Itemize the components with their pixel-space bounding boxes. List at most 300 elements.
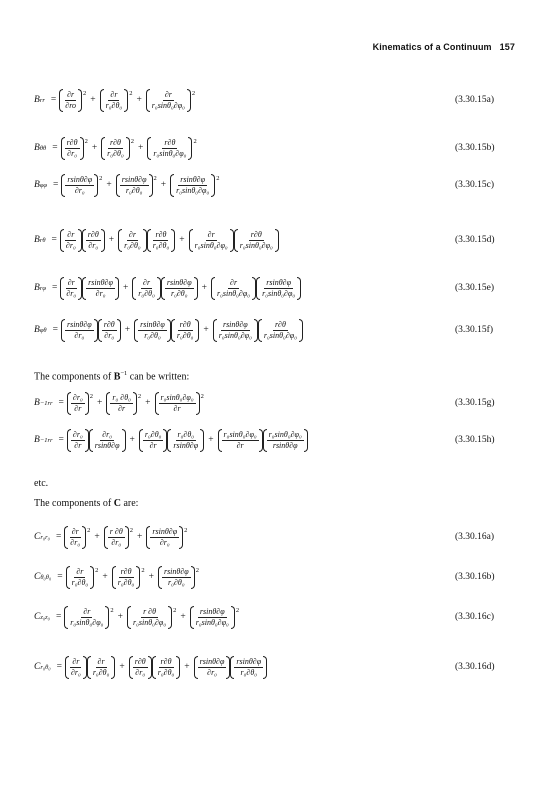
parenthesized-fraction (263, 430, 308, 451)
parenthesized-fraction (146, 527, 183, 548)
numerator: ∂r (67, 229, 75, 239)
equation-lhs (34, 283, 46, 293)
denominator: r₀∂θ₀ (71, 577, 89, 587)
numerator: ∂r (97, 656, 105, 666)
denominator: r₀sinθ₀∂φ₀ (133, 617, 167, 627)
parenthesized-fraction (190, 607, 235, 628)
numerator: rsinθ∂φ (163, 566, 189, 576)
exponent: 2 (235, 606, 240, 614)
equation-number: (3.30.16a) (455, 532, 495, 542)
equation-body (34, 393, 204, 414)
exponent: 2 (95, 566, 99, 574)
parenthesized-fraction (161, 278, 198, 299)
numerator: rsinθ∂φ (88, 277, 113, 287)
fraction (137, 320, 168, 341)
denominator: r₀∂θ₀ (152, 240, 170, 250)
equation-number: (3.30.15a) (455, 95, 495, 105)
parenthesized-fraction (61, 320, 98, 341)
denominator: ∂r (74, 403, 82, 413)
plus-sign: + (137, 532, 143, 542)
numerator: rsinθ∂φ (236, 656, 262, 666)
fraction (150, 138, 189, 159)
equation-number: (3.30.15e) (455, 283, 495, 293)
lhs-subscript: θθ (39, 145, 47, 152)
equation-lhs (34, 662, 51, 672)
numerator: ∂r (67, 277, 75, 287)
fraction (64, 320, 95, 341)
fraction (67, 527, 83, 548)
equation-number: (3.30.15g) (455, 398, 495, 408)
numerator: r∂θ (160, 656, 172, 666)
denominator: r₀sinθ₀∂φ₀ (218, 330, 252, 340)
denominator: ∂r₀ (135, 667, 146, 677)
denominator: ∂r (118, 403, 126, 413)
numerator: r ∂θ (109, 526, 123, 536)
numerator: rsinθ∂φ (67, 174, 93, 184)
numerator: r∂θ (66, 137, 78, 147)
numerator: rsinθ∂φ (222, 319, 248, 329)
equation-number: (3.30.16c) (455, 612, 495, 622)
fraction (92, 430, 123, 451)
numerator: r∂θ (120, 566, 132, 576)
numerator: rsinθ∂φ (199, 606, 225, 616)
parenthesized-fraction (82, 278, 119, 299)
equation-lhs (34, 95, 45, 105)
equation-lhs (34, 435, 53, 445)
exponent: 2 (129, 89, 133, 97)
denominator: rsinθ∂φ (173, 440, 199, 450)
fraction (85, 278, 116, 299)
equals-sign: = (51, 235, 57, 245)
denominator: ∂r₀ (67, 148, 77, 158)
numerator: ∂r (164, 89, 172, 99)
plus-sign: + (180, 612, 186, 622)
fraction (130, 607, 169, 628)
denominator: ∂r₀ (207, 667, 217, 677)
parenthesized-fraction (139, 430, 168, 451)
numerator: r∂θ (155, 229, 167, 239)
exponent: 2 (153, 174, 157, 182)
running-header (373, 42, 515, 52)
numerator: r∂θ (164, 137, 176, 147)
numerator: r ∂θ (143, 606, 157, 616)
parenthesized-fraction (132, 278, 161, 299)
denominator: r₀sinθ₀∂φ₀ (195, 617, 229, 627)
fraction (155, 657, 178, 678)
parenthesized-fraction (98, 320, 121, 341)
plus-sign: + (129, 435, 135, 445)
denominator: r₀sinθ₀∂φ₀ (194, 240, 228, 250)
equation-body (34, 567, 199, 588)
parenthesized-fraction (146, 90, 191, 111)
equation-body (34, 607, 239, 628)
fraction (109, 393, 134, 414)
numerator: r₀∂θ₀ (144, 429, 162, 439)
plus-sign: + (203, 325, 209, 335)
denominator: r₀∂θ₀ (117, 577, 135, 587)
numerator: ∂r (230, 277, 238, 287)
lhs-symbol: C (34, 572, 41, 582)
lhs-subscript: rφ (39, 285, 46, 292)
numerator: r₀sinθ₀∂φ₀ (268, 429, 302, 439)
equals-sign: = (53, 180, 59, 190)
numerator: rsinθ∂φ (199, 656, 225, 666)
numerator: ∂r₀ (72, 392, 83, 402)
plus-sign: + (136, 95, 142, 105)
denominator: r₀sinθ₀∂φ₀ (151, 100, 185, 110)
parenthesized-fraction (155, 393, 200, 414)
numerator: r₀ ∂θ₀ (112, 392, 131, 402)
fraction (67, 607, 106, 628)
etc-text: etc. (34, 478, 49, 489)
numerator: r₀sinθ₀∂φ₀ (160, 392, 194, 402)
exponent: 2 (137, 392, 142, 400)
binv-intro-text (34, 370, 189, 382)
exponent: 2 (195, 566, 199, 574)
numerator: r∂θ (250, 229, 262, 239)
parenthesized-fraction (116, 175, 153, 196)
numerator: ∂r (110, 89, 118, 99)
fraction (121, 230, 144, 251)
parenthesized-fraction (213, 320, 258, 341)
parenthesized-fraction (89, 430, 126, 451)
lhs-symbol: B (34, 435, 40, 445)
denominator: r₀sinθ₀∂φ₀ (70, 617, 104, 627)
denominator: ∂r₀ (74, 185, 85, 195)
plus-sign: + (119, 662, 125, 672)
denominator: r₀sinθ₀∂φ₀ (263, 330, 297, 340)
numerator: ∂r (71, 526, 79, 536)
equation-lhs (34, 398, 53, 408)
lhs-subscript: rθ (39, 237, 46, 244)
denominator: r₀∂θ₀ (138, 288, 155, 298)
fraction (161, 567, 192, 588)
exponent: 2 (87, 526, 91, 534)
denominator: ∂r₀ (159, 537, 170, 547)
lhs-symbol: C (34, 662, 41, 672)
numerator: ∂r (128, 229, 136, 239)
plus-sign: + (108, 235, 115, 245)
parenthesized-fraction (112, 567, 141, 588)
denominator: rsinθ∂φ (272, 440, 298, 450)
equation-body (34, 138, 197, 159)
exponent: 2 (173, 606, 177, 614)
equation-lhs (34, 235, 46, 245)
plus-sign: + (148, 572, 154, 582)
fraction (63, 278, 79, 299)
exponent: 2 (193, 137, 197, 145)
fraction (259, 278, 298, 299)
parenthesized-fraction (118, 230, 147, 251)
denominator: ∂ro (65, 100, 77, 110)
denominator: r₀∂θ₀ (240, 667, 258, 677)
denominator: r₀sinθ₀∂φ₀ (176, 185, 210, 195)
exponent: 2 (99, 174, 103, 182)
fraction (119, 175, 150, 196)
fraction (64, 175, 95, 196)
parenthesized-fraction (60, 278, 82, 299)
plus-sign: + (102, 572, 108, 582)
numerator: ∂r (207, 229, 215, 239)
denominator: r₀sinθ₀∂φ₀ (262, 288, 296, 298)
exponent: 2 (184, 526, 188, 534)
plus-sign: + (90, 95, 96, 105)
equation-body (34, 90, 195, 111)
lhs-superscript: −1 (39, 400, 48, 407)
denominator: r₀sinθ₀∂φ₀ (239, 240, 273, 250)
exponent: 2 (89, 392, 93, 400)
fraction (216, 320, 255, 341)
denominator: r₀∂θ₀ (176, 330, 194, 340)
equation-body (34, 175, 219, 196)
fraction (70, 430, 86, 451)
lhs-subscript: rr (47, 400, 53, 407)
denominator: ∂r (173, 403, 181, 413)
parenthesized-fraction (61, 175, 98, 196)
numerator: r∂θ (179, 319, 191, 329)
lhs-symbol: B (34, 283, 40, 293)
parenthesized-fraction (64, 607, 109, 628)
numerator: ∂r (67, 89, 75, 99)
parenthesized-fraction (134, 320, 171, 341)
denominator: ∂r (236, 440, 244, 450)
fraction (69, 567, 92, 588)
fraction (132, 657, 149, 678)
equals-sign: = (52, 325, 58, 335)
parenthesized-fraction (67, 393, 89, 414)
plus-sign: + (208, 435, 214, 445)
parenthesized-fraction (100, 90, 129, 111)
c-intro-pre: The components of (34, 498, 114, 509)
fraction (85, 230, 102, 251)
parenthesized-fraction (158, 567, 195, 588)
equals-sign: = (52, 143, 58, 153)
denominator: r₀∂θ₀ (92, 667, 110, 677)
lhs-symbol: B (34, 235, 40, 245)
binv-intro-pre: The components of (34, 371, 114, 383)
equation-lhs (34, 325, 47, 335)
parenthesized-fraction (65, 657, 87, 678)
fraction (70, 393, 86, 414)
parenthesized-fraction (106, 393, 137, 414)
c-intro-bold: C (113, 498, 121, 509)
plus-sign: + (96, 398, 103, 408)
numerator: rsinθ∂φ (66, 319, 92, 329)
lhs-symbol: B (34, 180, 40, 190)
fraction (63, 230, 79, 251)
parenthesized-fraction (194, 657, 231, 678)
fraction (142, 430, 165, 451)
parenthesized-fraction (61, 138, 84, 159)
denominator: r₀∂θ₀ (168, 577, 185, 587)
numerator: rsinθ∂φ (180, 174, 206, 184)
fraction (214, 278, 253, 299)
denominator: ∂r₀ (70, 667, 81, 677)
denominator: r₀∂θ₀ (107, 148, 124, 158)
fraction (173, 175, 212, 196)
parenthesized-fraction (170, 175, 215, 196)
parenthesized-fraction (129, 657, 152, 678)
parenthesized-fraction (152, 657, 181, 678)
exponent: 2 (191, 89, 196, 97)
numerator: rsinθ∂φ (152, 526, 178, 536)
equation-number: (3.30.15f) (455, 325, 493, 335)
page-number: 157 (499, 42, 515, 52)
denominator: r₀∂θ₀ (144, 330, 161, 340)
fraction (164, 278, 195, 299)
parenthesized-fraction (67, 430, 89, 451)
parenthesized-fraction (82, 230, 105, 251)
equals-sign: = (55, 532, 62, 542)
fraction (68, 657, 84, 678)
exponent: 2 (84, 137, 88, 145)
plus-sign: + (160, 180, 167, 190)
binv-intro-sup: −1 (120, 370, 128, 377)
exponent: 2 (130, 137, 134, 145)
denominator: r₀∂θ₀ (125, 185, 143, 195)
parenthesized-fraction (147, 230, 176, 251)
lhs-subscript: φφ (39, 182, 48, 189)
lhs-subscript: r₀θ₀ (40, 664, 51, 671)
numerator: r₀∂θ₀ (177, 429, 195, 439)
plus-sign: + (124, 325, 131, 335)
plus-sign: + (145, 398, 151, 408)
numerator: r∂θ (103, 319, 115, 329)
numerator: ∂r (143, 277, 151, 287)
equals-sign: = (56, 662, 62, 672)
denominator: ∂r₀ (70, 537, 81, 547)
lhs-symbol: C (34, 532, 41, 542)
equation-number: (3.30.16d) (455, 662, 495, 672)
equation-lhs (34, 612, 50, 622)
numerator: r∂θ (274, 319, 286, 329)
plus-sign: + (137, 143, 144, 153)
fraction (192, 230, 231, 251)
denominator: r₀∂θ₀ (170, 288, 188, 298)
plus-sign: + (94, 532, 100, 542)
fraction (135, 278, 158, 299)
denominator: ∂r₀ (74, 330, 85, 340)
parenthesized-fraction (147, 138, 192, 159)
fraction (150, 230, 173, 251)
numerator: r∂θ (87, 229, 99, 239)
lhs-subscript: z₀z₀ (40, 614, 50, 621)
equals-sign: = (58, 398, 64, 408)
exponent: 2 (200, 392, 204, 400)
fraction (197, 657, 228, 678)
denominator: ∂r₀ (104, 330, 115, 340)
parenthesized-fraction (60, 230, 82, 251)
equation-lhs (34, 143, 46, 153)
plus-sign: + (91, 143, 98, 153)
denominator: ∂r₀ (111, 537, 122, 547)
binv-intro-post: can be written: (127, 371, 190, 383)
equation-number: (3.30.15c) (455, 180, 495, 190)
equation-body (34, 657, 267, 678)
fraction (174, 320, 197, 341)
denominator: ∂r₀ (88, 240, 99, 250)
lhs-subscript: r₀r₀ (40, 534, 50, 541)
equation-body (34, 430, 308, 451)
equals-sign: = (51, 283, 58, 293)
plus-sign: + (122, 283, 129, 293)
denominator: r₀∂θ₀ (157, 667, 175, 677)
fraction (149, 527, 180, 548)
parenthesized-fraction (234, 230, 279, 251)
numerator: ∂r₀ (72, 429, 83, 439)
binv-intro-bold: B (113, 371, 121, 383)
parenthesized-fraction (211, 278, 256, 299)
equation-lhs (34, 532, 50, 542)
lhs-subscript: φθ (39, 327, 47, 334)
c-intro-text (34, 498, 138, 509)
denominator: ∂r₀ (95, 288, 106, 298)
numerator: ∂r (76, 566, 84, 576)
lhs-symbol: B (34, 95, 40, 105)
fraction (233, 657, 264, 678)
parenthesized-fraction (189, 230, 234, 251)
denominator: ∂r₀ (66, 288, 77, 298)
parenthesized-fraction (127, 607, 172, 628)
c-intro-post: are: (120, 498, 139, 509)
fraction (107, 527, 126, 548)
numerator: rsinθ∂φ (266, 277, 292, 287)
exponent: 2 (83, 89, 87, 97)
equation-lhs (34, 572, 51, 582)
fraction (266, 430, 305, 451)
lhs-symbol: B (34, 325, 40, 335)
numerator: r∂θ (109, 137, 121, 147)
lhs-symbol: B (34, 143, 40, 153)
fraction (149, 90, 188, 111)
parenthesized-fraction (66, 567, 95, 588)
plus-sign: + (201, 283, 207, 293)
numerator: ∂r (72, 656, 80, 666)
equals-sign: = (57, 572, 63, 582)
parenthesized-fraction (87, 657, 116, 678)
plus-sign: + (106, 180, 112, 190)
lhs-subscript: rr (47, 437, 53, 444)
fraction (170, 430, 201, 451)
header-title: Kinematics of a Continuum (372, 42, 492, 52)
lhs-symbol: C (34, 612, 41, 622)
equation-body (34, 278, 301, 299)
parenthesized-fraction (104, 527, 129, 548)
parenthesized-fraction (258, 320, 303, 341)
equals-sign: = (50, 95, 57, 105)
parenthesized-fraction (59, 90, 82, 111)
denominator: r₀sinθ₀∂φ₀ (153, 148, 187, 158)
parenthesized-fraction (101, 138, 130, 159)
parenthesized-fraction (230, 657, 267, 678)
numerator: r∂θ (134, 656, 146, 666)
lhs-subscript: θ₀θ₀ (40, 574, 52, 581)
denominator: r₀∂θ₀ (124, 240, 141, 250)
lhs-symbol: B (34, 398, 40, 408)
plus-sign: + (117, 612, 124, 622)
equation-body (34, 230, 279, 251)
denominator: ∂r₀ (65, 240, 76, 250)
fraction (261, 320, 300, 341)
fraction (221, 430, 260, 451)
denominator: ∂r (149, 440, 157, 450)
equation-lhs (34, 180, 47, 190)
equals-sign: = (55, 612, 62, 622)
equation-body (34, 527, 187, 548)
numerator: ∂r (83, 606, 91, 616)
denominator: r₀sinθ₀∂φ₀ (216, 288, 251, 298)
fraction (158, 393, 197, 414)
